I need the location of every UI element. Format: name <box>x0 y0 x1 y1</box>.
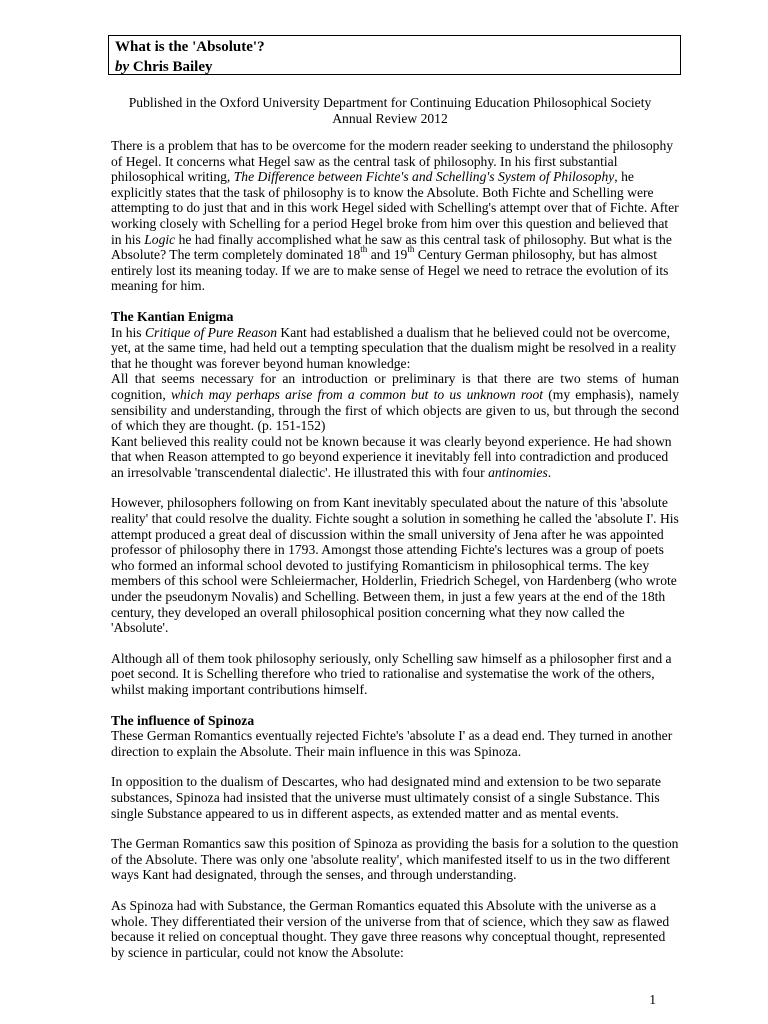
spinoza-paragraph-4: As Spinoza had with Substance, the German Romantics equated this Absolute with the universe as a whole. They differentiated their version of the universe from that of science, which they saw as flawed because it relied on conceptual thought. They gave three reasons why conceptual thought, represented by science in particular, could not know the Absolute: <box>111 897 670 960</box>
publication-line-1: Published in the Oxford University Department for Continuing Education Philosophical Society <box>128 95 652 110</box>
section-heading-spinoza: The influence of Spinoza <box>111 712 255 728</box>
byline-prefix: by <box>115 59 130 75</box>
title-box <box>108 35 681 75</box>
kantian-paragraph-4: Although all of them took philosophy seriously, only Schelling saw himself as a philosopher first and a poet second. It is Schelling therefore who tried to rationalise and systematise the work of the others, whilst making important contributions himself. <box>111 650 672 697</box>
intro-paragraph: There is a problem that has to be overcome for the modern reader seeking to understand the philosophy of Hegel. It concerns what Hegel saw as the central task of philosophy. In his first substantial philosophical writing, The Difference between Fichte's and Schelling's System of Philosophy, he explicitly states that the task of philosophy is to know the Absolute. Both Fichte and Schelling were attempting to do just that and in this work Hegel sided with Schelling's attempt over that of Fichte. After working closely with Schelling for a period Hegel broke from him over this question and believed that in his Logic he had finally accomplished what he saw as this central task of philosophy. But what is the Absolute? The term completely dominated 18th and 19th Century German philosophy, but has almost entirely lost its meaning today. If we are to make sense of Hegel we need to retrace the evolution of its meaning for him. <box>111 138 679 294</box>
kant-quote: All that seems necessary for an introduction or preliminary is that there are two stems of human cognition, which may perhaps arise from a common but to us unknown root (my emphasis), namely sensibility and understanding, through the first of which objects are given to us, but through the second of which they are thought. (p. 151-152) <box>111 371 679 434</box>
kantian-paragraph-2: Kant believed this reality could not be known because it was clearly beyond experience. He had shown that when Reason attempted to go beyond experience it inevitably fell into contradiction and produced an irresolvable 'transcendental dialectic'. He illustrated this with four antinomies. <box>111 433 672 480</box>
document-body <box>111 138 679 975</box>
byline <box>115 56 674 76</box>
publication-line-2: Annual Review 2012 <box>332 110 448 126</box>
kantian-paragraph-3: However, philosophers following on from Kant inevitably speculated about the nature of this 'absolute reality' that could resolve the duality. Fichte sought a solution in something he called the 'absolute I'. His attempt produced a great deal of discussion within the small university of Jena after he was appointed professor of philosophy there in 1793. Amongst those attending Fichte's lectures was a group of poets who formed an informal school devoted to justifying Romanticism in philosophical terms. The key members of this school were Schleiermacher, Holderlin, Friedrich Schegel, von Hardenberg (who wrote under the pseudonym Novalis) and Schelling. Between them, in just a few years at the end of the 18th century, they developed an overall philosophical position concerning what they now called the 'Absolute'. <box>111 495 679 636</box>
spinoza-paragraph-1: These German Romantics eventually rejected Fichte's 'absolute I' as a dead end. They turned in another direction to explain the Absolute. Their main influence in this was Spinoza. <box>111 728 673 759</box>
spinoza-paragraph-2: In opposition to the dualism of Descartes, who had designated mind and extension to be two separate substances, Spinoza had insisted that the universe must ultimately consist of a single Substance. This single Substance appeared to us in different aspects, as extended matter and as mental events. <box>111 774 662 821</box>
kantian-paragraph-1: In his Critique of Pure Reason Kant had established a dualism that he believed could not be overcome, yet, at the same time, had held out a tempting speculation that the dualism might be resolved in a reality that he thought was forever beyond human knowledge: <box>111 324 677 371</box>
spinoza-paragraph-3: The German Romantics saw this position of Spinoza as providing the basis for a solution to the question of the Absolute. There was only one 'absolute reality', which manifested itself to us in the two different ways Kant had designated, through the senses, and through understanding. <box>111 836 679 883</box>
document-title: What is the 'Absolute'? <box>115 39 265 55</box>
publication-note <box>90 95 690 126</box>
page-number: 1 <box>649 992 656 1007</box>
section-heading-kantian: The Kantian Enigma <box>111 308 234 324</box>
author-name: Chris Bailey <box>132 59 213 75</box>
